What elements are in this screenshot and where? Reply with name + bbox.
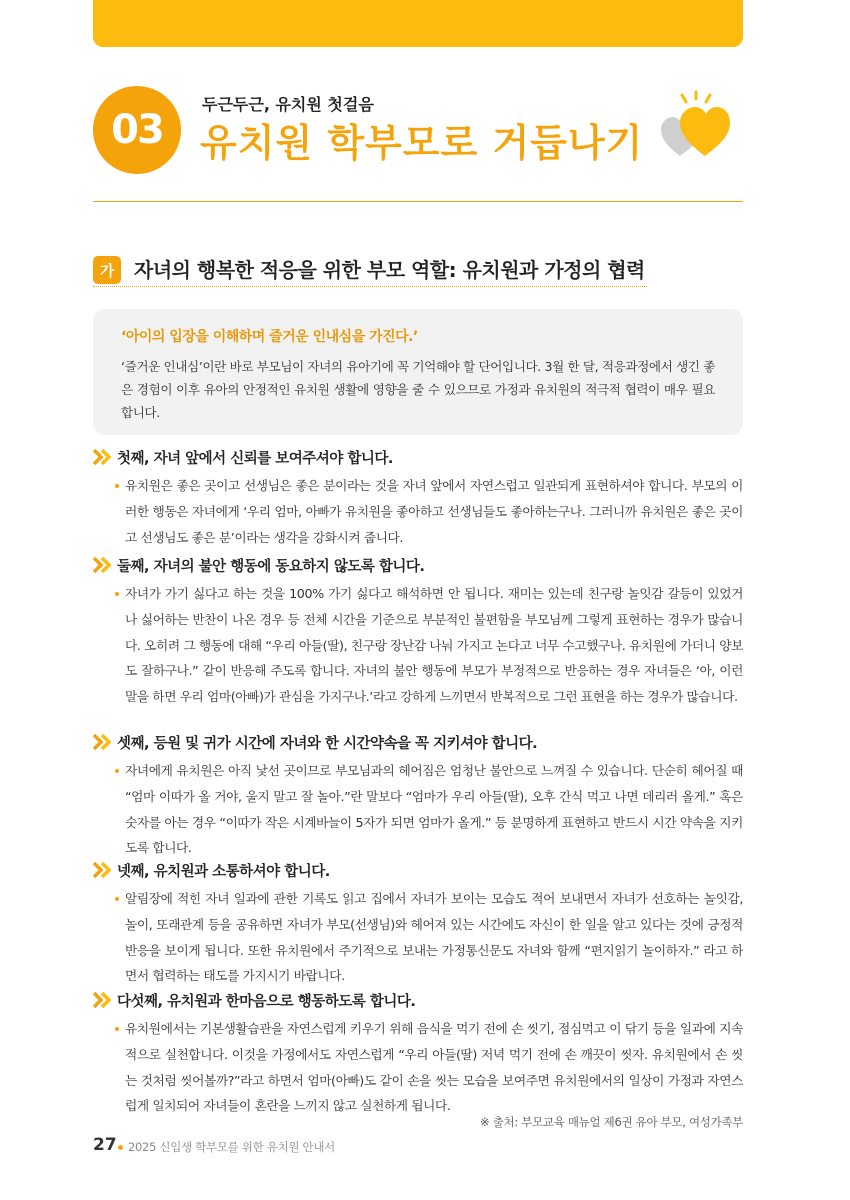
point-heading xyxy=(93,731,743,753)
point-title: 넷째, 유치원과 소통하셔야 합니다. xyxy=(117,863,330,880)
bullet-dot xyxy=(115,484,119,488)
bullet-dot xyxy=(115,1027,119,1031)
point-heading xyxy=(93,446,743,468)
point-third xyxy=(93,731,743,861)
point-heading xyxy=(93,554,743,576)
sparkle-lines xyxy=(682,92,710,102)
point-body-text: 자녀에게 유치원은 아직 낯선 곳이므로 부모님과의 헤어짐은 엄청난 불안으로 느껴질 수 있습니다. 단순히 헤어질 때 “엄마 이따가 올 거야, 울지 말고 잘 놀아.”란 말보다 “엄마가 우리 아들(딸), 오후 간식 먹고 나면 데리러 올게.” 혹은 숫자를 아는 경우 “이따가 작은 시계바늘이 5자가 되면 엄마가 올게.” 등 분명하게 표현하고 반드시 시간 약속을 지키도록 합니다. xyxy=(125,763,743,856)
quote-body: ‘즐거운 인내심’이란 바로 부모님이 자녀의 유아기에 꼭 기억해야 할 단어입니다. 3월 한 달, 적응과정에서 생긴 좋은 경험이 이후 유아의 안정적인 유치원 생활에 영향을 줄 수 있으므로 가정과 유치원의 적극적 협력이 매우 필요합니다. xyxy=(121,359,715,420)
section-badge: 가 xyxy=(93,256,121,284)
point-title: 첫째, 자녀 앞에서 신뢰를 보여주셔야 합니다. xyxy=(117,450,393,467)
point-body xyxy=(125,758,743,861)
section-title: 자녀의 행복한 적응을 위한 부모 역할: 유치원과 가정의 협력 xyxy=(134,258,645,282)
header-divider xyxy=(93,201,743,202)
quote-box xyxy=(93,309,743,435)
footer-text: 2025 신입생 학부모를 위한 유치원 안내서 xyxy=(128,1140,335,1154)
bullet-dot xyxy=(115,769,119,773)
point-title: 둘째, 자녀의 불안 행동에 동요하지 않도록 합니다. xyxy=(117,558,425,575)
footer-dot xyxy=(118,1145,123,1150)
point-fourth xyxy=(93,859,743,989)
double-chevron-icon xyxy=(93,734,113,750)
chapter-subtitle: 두근두근, 유치원 첫걸음 xyxy=(202,95,374,114)
point-body-text: 알림장에 적힌 자녀 일과에 관한 기록도 읽고 집에서 자녀가 보이는 모습도 적어 보내면서 자녀가 선호하는 놀잇감, 놀이, 또래관계 등을 공유하면 자녀가 부모(선생님)와 헤어져 있는 시간에도 자신이 한 일을 알고 있다는 것에 긍정적 반응을 보이게 됩니다. 또한 유치원에서 주기적으로 보내는 가정통신문도 자녀와 함께 “편지읽기 놀이하자.” 라고 하면서 협력하는 태도를 가지시기 바랍니다. xyxy=(125,891,743,984)
point-body-text: 유치원은 좋은 곳이고 선생님은 좋은 분이라는 것을 자녀 앞에서 자연스럽고 일관되게 표현하셔야 합니다. 부모의 이러한 행동은 자녀에게 ‘우리 엄마, 아빠가 유치원을 좋아하고 선생님들도 좋아하는구나. 그러니까 유치원은 좋은 곳이고 선생님도 좋은 분’이라는 생각을 강화시켜 줍니다. xyxy=(125,478,743,545)
hearts-icon xyxy=(658,90,732,162)
section-underline xyxy=(93,286,647,287)
top-color-band xyxy=(93,0,743,47)
point-body xyxy=(125,886,743,989)
chapter-title: 유치원 학부모로 거듭나기 xyxy=(200,121,644,165)
point-heading xyxy=(93,989,743,1011)
point-body-text: 유치원에서는 기본생활습관을 자연스럽게 키우기 위해 음식을 먹기 전에 손 씻기, 점심먹고 이 닦기 등을 일과에 지속적으로 실천합니다. 이것을 가정에서도 자연스럽게 “우리 아들(딸) 저녁 먹기 전에 손 깨끗이 씻자. 유치원에서 손 씻는 것처럼 씻어볼까?”라고 하면서 엄마(아빠)도 같이 손을 씻는 모습을 보여주면 유치원에서의 일상이 가정과 자연스럽게 일치되어 자녀들이 혼란을 느끼지 않고 실천하게 됩니다. xyxy=(125,1021,743,1114)
point-body xyxy=(125,473,743,550)
double-chevron-icon xyxy=(93,557,113,573)
point-body xyxy=(125,581,743,710)
point-body xyxy=(125,1016,743,1119)
point-title: 다섯째, 유치원과 한마음으로 행동하도록 합니다. xyxy=(117,993,416,1010)
bullet-dot xyxy=(115,897,119,901)
point-second xyxy=(93,554,743,710)
quote-heading: ‘아이의 입장을 이해하며 즐거운 인내심을 가진다.’ xyxy=(121,329,418,345)
point-heading xyxy=(93,859,743,881)
double-chevron-icon xyxy=(93,862,113,878)
source-note: ※ 출처: 부모교육 매뉴얼 제6권 유아 부모, 여성가족부 xyxy=(480,1115,743,1129)
point-first xyxy=(93,446,743,550)
double-chevron-icon xyxy=(93,992,113,1008)
double-chevron-icon xyxy=(93,449,113,465)
chapter-number-badge: 03 xyxy=(93,86,181,174)
bullet-dot xyxy=(115,592,119,596)
page-number: 27 xyxy=(93,1135,117,1155)
point-fifth xyxy=(93,989,743,1119)
point-title: 셋째, 등원 및 귀가 시간에 자녀와 한 시간약속을 꼭 지키셔야 합니다. xyxy=(117,735,538,752)
point-body-text: 자녀가 가기 싫다고 하는 것을 100% 가기 싫다고 해석하면 안 됩니다. 재미는 있는데 친구랑 놀잇감 갈등이 있었거나 싫어하는 반찬이 나온 경우 등 전체 시간을 기준으로 부분적인 불편함을 부모님께 그렇게 표현하는 경우가 많습니다. 오히려 그 행동에 대해 “우리 아들(딸), 친구랑 장난감 나눠 가지고 논다고 너무 수고했구나. 유치원에 가더니 양보도 잘하구나.” 같이 반응해 주도록 합니다. 자녀의 불안 행동에 부모가 부정적으로 반응하는 경우 자녀들은 ‘아, 이런 말을 하면 우리 엄마(아빠)가 관심을 가지구나.’라고 강하게 느끼면서 반복적으로 그런 표현을 하는 경우가 많습니다. xyxy=(125,586,743,705)
